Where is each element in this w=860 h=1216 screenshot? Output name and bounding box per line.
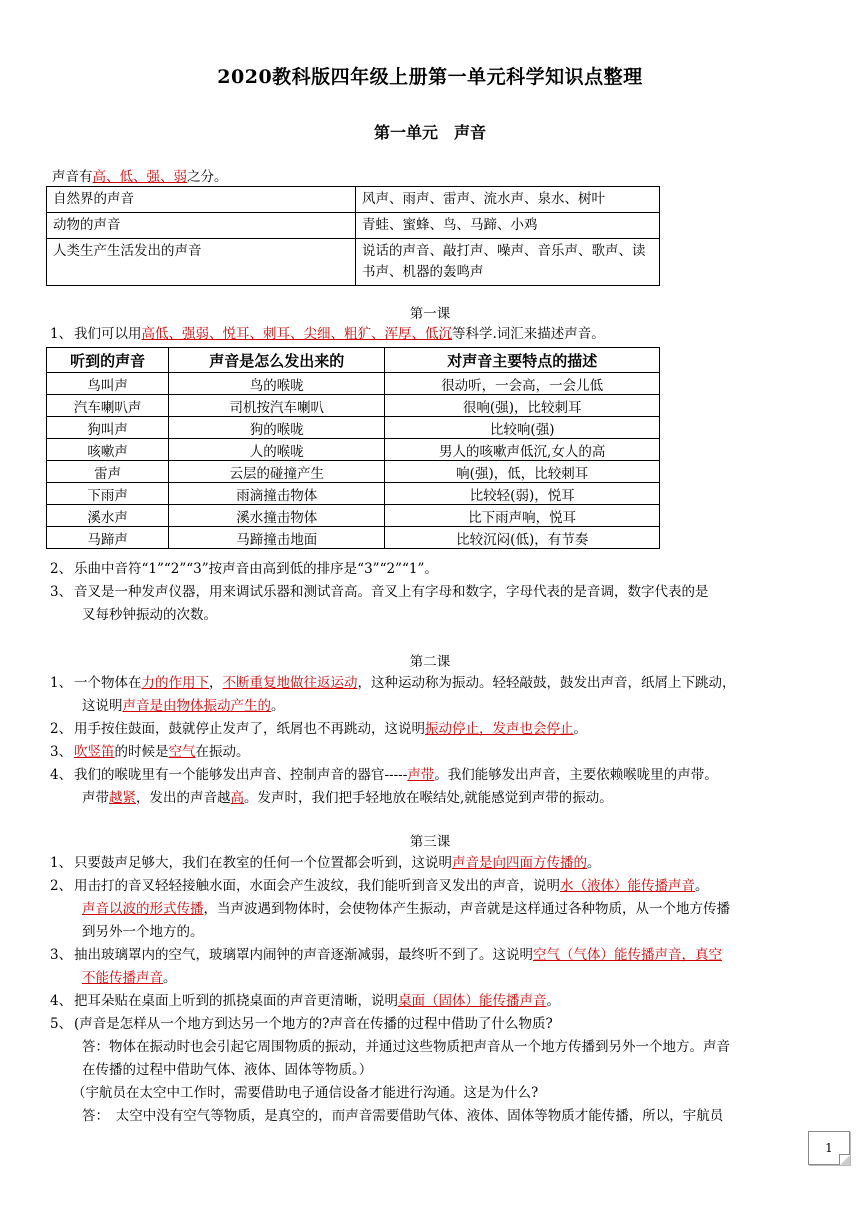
lesson-3-item-2-cont2: 到另外一个地方的。 bbox=[82, 924, 204, 940]
table-cell: 司机按汽车喇叭 bbox=[169, 395, 385, 417]
category-cell: 人类生产生活发出的声音 bbox=[47, 239, 356, 286]
item-number: 1、 bbox=[50, 675, 73, 691]
lesson-2-item-4-cont bbox=[82, 787, 822, 810]
item-highlight: 不能传播声音 bbox=[82, 970, 163, 986]
item-highlight: 声带 bbox=[407, 767, 435, 783]
item-highlight: 空气 bbox=[168, 744, 196, 760]
item-text: 我们的喉咙里有一个能够发出声音、控制声音的器官----- bbox=[74, 767, 408, 783]
table-row bbox=[47, 395, 660, 417]
lesson-2-item-1-cont bbox=[82, 695, 822, 718]
lesson-3-question-6: （宇航员在太空中工作时，需要借助电子通信设备才能进行沟通。这是为什么? bbox=[72, 1085, 539, 1101]
table-row bbox=[47, 483, 660, 505]
item-text: 。发声时，我们把手轻地放在喉结处,就能感觉到声带的振动。 bbox=[244, 790, 613, 806]
column-header: 听到的声音 bbox=[47, 348, 169, 373]
column-header: 声音是怎么发出来的 bbox=[169, 348, 385, 373]
table-row bbox=[47, 239, 660, 286]
examples-cell: 风声、雨声、雷声、流水声、泉水、树叶 bbox=[356, 187, 660, 213]
table-cell: 云层的碰撞产生 bbox=[169, 461, 385, 483]
lesson-2-item-4 bbox=[50, 764, 820, 787]
item-text: ，这种运动称为振动。轻轻敲鼓，鼓发出声音，纸屑上下跳动， bbox=[357, 675, 736, 691]
intro-line bbox=[52, 165, 228, 185]
item-number: 4、 bbox=[50, 993, 73, 1009]
table-header-row bbox=[47, 348, 660, 373]
table-cell: 汽车喇叭声 bbox=[47, 395, 169, 417]
item-text: 抽出玻璃罩内的空气，玻璃罩内闹钟的声音逐渐减弱，最终听不到了。这说明 bbox=[74, 947, 533, 963]
item-text: 。 bbox=[587, 855, 601, 871]
examples-cell: 说话的声音、敲打声、噪声、音乐声、歌声、读书声、机器的轰鸣声 bbox=[356, 239, 660, 286]
item-text: 把耳朵贴在桌面上听到的抓挠桌面的声音更清晰，说明 bbox=[74, 993, 398, 1009]
table-cell: 马蹄撞击地面 bbox=[169, 527, 385, 549]
item-text: 。 bbox=[546, 993, 560, 1009]
table-row bbox=[47, 439, 660, 461]
lesson-2-item-1 bbox=[50, 672, 820, 695]
item-text: 。 bbox=[163, 970, 177, 986]
item-text: 我们可以用 bbox=[74, 326, 142, 342]
table-cell: 响(强)，低，比较刺耳 bbox=[385, 461, 660, 483]
item-text: 。 bbox=[573, 721, 587, 737]
sound-description-table bbox=[46, 347, 660, 549]
lesson-3-item-2-cont bbox=[82, 898, 822, 921]
item-number: 5、 bbox=[50, 1016, 73, 1032]
lesson-2-item-2 bbox=[50, 718, 820, 741]
unit-heading: 第一单元 声音 bbox=[373, 123, 486, 142]
examples-cell: 青蛙、蜜蜂、鸟、马蹄、小鸡 bbox=[356, 213, 660, 239]
table-cell: 咳嗽声 bbox=[47, 439, 169, 461]
item-text: 用击打的音叉轻轻接触水面，水面会产生波纹，我们能听到音叉发出的声音，说明 bbox=[74, 878, 560, 894]
item-number: 4、 bbox=[50, 767, 73, 783]
item-highlight: 越紧 bbox=[109, 790, 136, 806]
table-cell: 很动听，一会高，一会儿低 bbox=[385, 373, 660, 395]
item-highlight: 不断重复地做往返运动 bbox=[222, 675, 358, 691]
lesson-3-heading: 第三课 bbox=[409, 834, 451, 850]
table-row bbox=[47, 505, 660, 527]
item-text: ， bbox=[209, 675, 223, 691]
item-highlight: 空气（气体）能传播声音，真空 bbox=[533, 947, 722, 963]
item-text: ，发出的声音越 bbox=[136, 790, 231, 806]
lesson-1-item-1 bbox=[50, 323, 820, 346]
lesson-3-item-3-cont bbox=[82, 967, 822, 990]
table-row bbox=[47, 373, 660, 395]
table-cell: 雷声 bbox=[47, 461, 169, 483]
item-text: 。 bbox=[695, 878, 709, 894]
lesson-2-heading: 第二课 bbox=[409, 654, 451, 670]
page-title: 2020教科版四年级上册第一单元科学知识点整理 bbox=[217, 66, 643, 88]
item-text: 等科学.词汇来描述声音。 bbox=[452, 326, 605, 342]
lesson-2-item-3 bbox=[50, 741, 820, 764]
lesson-1-item-2 bbox=[50, 558, 820, 581]
item-text: 用手按住鼓面，鼓就停止发声了，纸屑也不再跳动，这说明 bbox=[74, 721, 425, 737]
item-highlight: 水（液体）能传播声音 bbox=[560, 878, 695, 894]
item-number: 3、 bbox=[50, 744, 73, 760]
lesson-3-item-5-answer-1: 答：物体在振动时也会引起它周围物质的振动，并通过这些物质把声音从一个地方传播到另外一个地方。声音 bbox=[82, 1039, 730, 1055]
item-text: 这说明 bbox=[82, 698, 123, 714]
table-cell: 鸟的喉咙 bbox=[169, 373, 385, 395]
table-cell: 比较沉闷(低)，有节奏 bbox=[385, 527, 660, 549]
table-row bbox=[47, 187, 660, 213]
intro-highlight: 高、低、强、弱 bbox=[92, 169, 187, 185]
table-cell: 溪水声 bbox=[47, 505, 169, 527]
item-text: 。 bbox=[271, 698, 285, 714]
table-cell: 溪水撞击物体 bbox=[169, 505, 385, 527]
table-row bbox=[47, 461, 660, 483]
table-row bbox=[47, 213, 660, 239]
item-text: 声带 bbox=[82, 790, 109, 806]
table-cell: 雨滴撞击物体 bbox=[169, 483, 385, 505]
item-number: 2、 bbox=[50, 561, 73, 577]
lesson-1-item-3-cont: 叉每秒钟振动的次数。 bbox=[82, 607, 217, 623]
column-header: 对声音主要特点的描述 bbox=[385, 348, 660, 373]
table-cell: 鸟叫声 bbox=[47, 373, 169, 395]
lesson-3-answer-6: 答： 太空中没有空气等物质，是真空的，而声音需要借助气体、液体、固体等物质才能传播，所以，宇航员 bbox=[82, 1108, 724, 1124]
item-text: 只要鼓声足够大，我们在教室的任何一个位置都会听到，这说明 bbox=[74, 855, 452, 871]
item-highlight: 高 bbox=[230, 790, 244, 806]
table-cell: 很响(强)，比较刺耳 bbox=[385, 395, 660, 417]
item-number: 1、 bbox=[50, 855, 73, 871]
table-cell: 马蹄声 bbox=[47, 527, 169, 549]
lesson-1-item-3 bbox=[50, 581, 820, 604]
item-highlight: 声音以波的形式传播 bbox=[82, 901, 204, 917]
item-highlight: 声音是由物体振动产生的 bbox=[122, 698, 271, 714]
page-curl-icon bbox=[839, 1154, 850, 1165]
lesson-1-heading: 第一课 bbox=[409, 306, 451, 322]
table-cell: 比下雨声响，悦耳 bbox=[385, 505, 660, 527]
item-highlight: 声音是向四面方传播的 bbox=[452, 855, 587, 871]
lesson-3-item-5-answer-2: 在传播的过程中借助气体、液体、固体等物质。） bbox=[82, 1062, 373, 1078]
table-cell: 人的喉咙 bbox=[169, 439, 385, 461]
lesson-3-item-1 bbox=[50, 852, 820, 875]
intro-prefix: 声音有 bbox=[52, 169, 93, 185]
table-cell: 狗叫声 bbox=[47, 417, 169, 439]
table-cell: 比较轻(弱)，悦耳 bbox=[385, 483, 660, 505]
item-highlight: 高低、强弱、悦耳、刺耳、尖细、粗犷、浑厚、低沉 bbox=[141, 326, 452, 342]
item-text: 乐曲中音符“1”“2”“3”按声音由高到低的排序是“3”“2”“1”。 bbox=[74, 561, 438, 577]
sound-category-table bbox=[46, 186, 660, 286]
table-cell: 下雨声 bbox=[47, 483, 169, 505]
item-highlight: 力的作用下 bbox=[141, 675, 209, 691]
item-number: 3、 bbox=[50, 584, 73, 600]
item-text: 在振动。 bbox=[195, 744, 250, 760]
page-number-box bbox=[808, 1131, 850, 1165]
item-text: 。我们能够发出声音，主要依赖喉咙里的声带。 bbox=[434, 767, 718, 783]
lesson-3-item-4 bbox=[50, 990, 820, 1013]
lesson-3-item-5 bbox=[50, 1013, 820, 1036]
item-number: 2、 bbox=[50, 721, 73, 737]
item-text: 音叉是一种发声仪器，用来调试乐器和测试音高。音叉上有字母和数字，字母代表的是音调，数字代表的是 bbox=[74, 584, 709, 600]
item-text: (声音是怎样从一个地方到达另一个地方的?声音在传播的过程中借助了什么物质? bbox=[74, 1016, 553, 1032]
item-highlight: 振动停止，发声也会停止 bbox=[425, 721, 574, 737]
item-text: 的时候是 bbox=[114, 744, 169, 760]
item-text: 一个物体在 bbox=[74, 675, 142, 691]
item-number: 1、 bbox=[50, 326, 73, 342]
item-number: 3、 bbox=[50, 947, 73, 963]
lesson-3-item-2 bbox=[50, 875, 820, 898]
page-number: 1 bbox=[825, 1141, 833, 1155]
table-cell: 狗的喉咙 bbox=[169, 417, 385, 439]
item-highlight: 桌面（固体）能传播声音 bbox=[398, 993, 547, 1009]
table-row bbox=[47, 417, 660, 439]
category-cell: 自然界的声音 bbox=[47, 187, 356, 213]
intro-suffix: 之分。 bbox=[187, 169, 228, 185]
table-row bbox=[47, 527, 660, 549]
item-number: 2、 bbox=[50, 878, 73, 894]
item-text: ，当声波遇到物体时，会使物体产生振动，声音就是这样通过各种物质，从一个地方传播 bbox=[203, 901, 730, 917]
item-highlight: 吹竖笛 bbox=[74, 744, 115, 760]
category-cell: 动物的声音 bbox=[47, 213, 356, 239]
table-cell: 男人的咳嗽声低沉,女人的高 bbox=[385, 439, 660, 461]
lesson-3-item-3 bbox=[50, 944, 820, 967]
table-cell: 比较响(强) bbox=[385, 417, 660, 439]
